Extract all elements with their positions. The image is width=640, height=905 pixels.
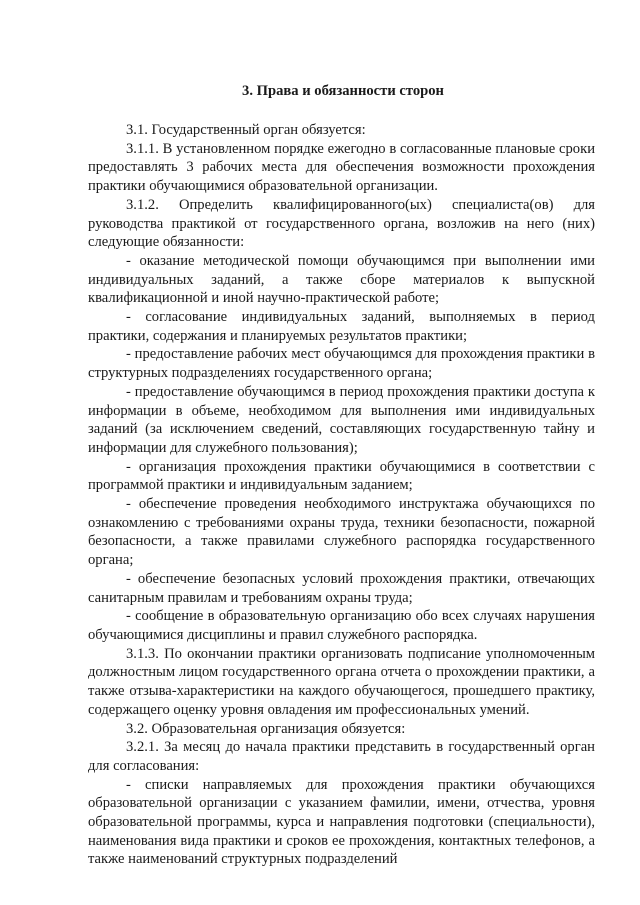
list-item: - оказание методической помощи обучающимся при выполнении ими индивидуальных заданий, а также сборе материалов к выпускной квалификационной и иной научно-практической работе; [88, 252, 595, 307]
paragraph: 3.1.2. Определить квалифицированного(ых) специалиста(ов) для руководства практикой от государственного органа, возложив на него (них) следующие обязанности: [88, 196, 595, 251]
paragraph: 3.1. Государственный орган обязуется: [126, 122, 366, 138]
list-item: - организация прохождения практики обучающимися в соответствии с программой практики и индивидуальным заданием; [88, 458, 595, 494]
list-item: - предоставление рабочих мест обучающимся для прохождения практики в структурных подразделениях государственного органа; [88, 346, 595, 382]
paragraph: 3.2.1. За месяц до начала практики представить в государственный орган для согласования: [88, 739, 595, 774]
list-item: - обеспечение безопасных условий прохождения практики, отвечающих санитарным правилам и требованиям охраны труда; [88, 570, 595, 606]
list-item: - обеспечение проведения необходимого инструктажа обучающихся по ознакомлению с требованиями охраны труда, техники безопасности, пожарной безопасности, а также правилами служебного распорядка государственного органа; [88, 496, 595, 569]
paragraph: 3.2. Образовательная организация обязуется: [126, 720, 406, 737]
section-body [88, 121, 595, 869]
paragraph: 3.1.3. По окончании практики организовать подписание уполномоченным должностным лицом государственного органа отчета о прохождении практики, а также отзыва-характеристики на каждого обучающегося, прошедшего практику, содержащего оценку уровня овладения им профессиональных умений. [88, 645, 595, 718]
list-item: - сообщение в образовательную организацию обо всех случаях нарушения обучающимися дисциплины и правил служебного распорядка. [88, 608, 595, 643]
list-item: - согласование индивидуальных заданий, выполняемых в период практики, содержания и планируемых результатов практики; [88, 309, 595, 344]
list-item: - списки направляемых для прохождения практики обучающихся образовательной организации с указанием фамилии, имени, отчества, уровня образовательной программы, курса и направления подготовки (специальности), наименования вида практики и сроков ее прохождения, контактных телефонов, а также наименований структурных подразделений [88, 776, 595, 868]
paragraph: 3.1.1. В установленном порядке ежегодно в согласованные плановые сроки предоставлять 3 рабочих места для обеспечения возможности прохождения практики обучающимися образовательной организации. [88, 140, 595, 195]
section-title: 3. Права и обязанности сторон [242, 83, 444, 99]
list-item: - предоставление обучающимся в период прохождения практики доступа к информации в объеме, необходимом для выполнения ими индивидуальных заданий (за исключением сведений, составляющих государственную тайну и информации для служебного пользования); [88, 383, 595, 456]
